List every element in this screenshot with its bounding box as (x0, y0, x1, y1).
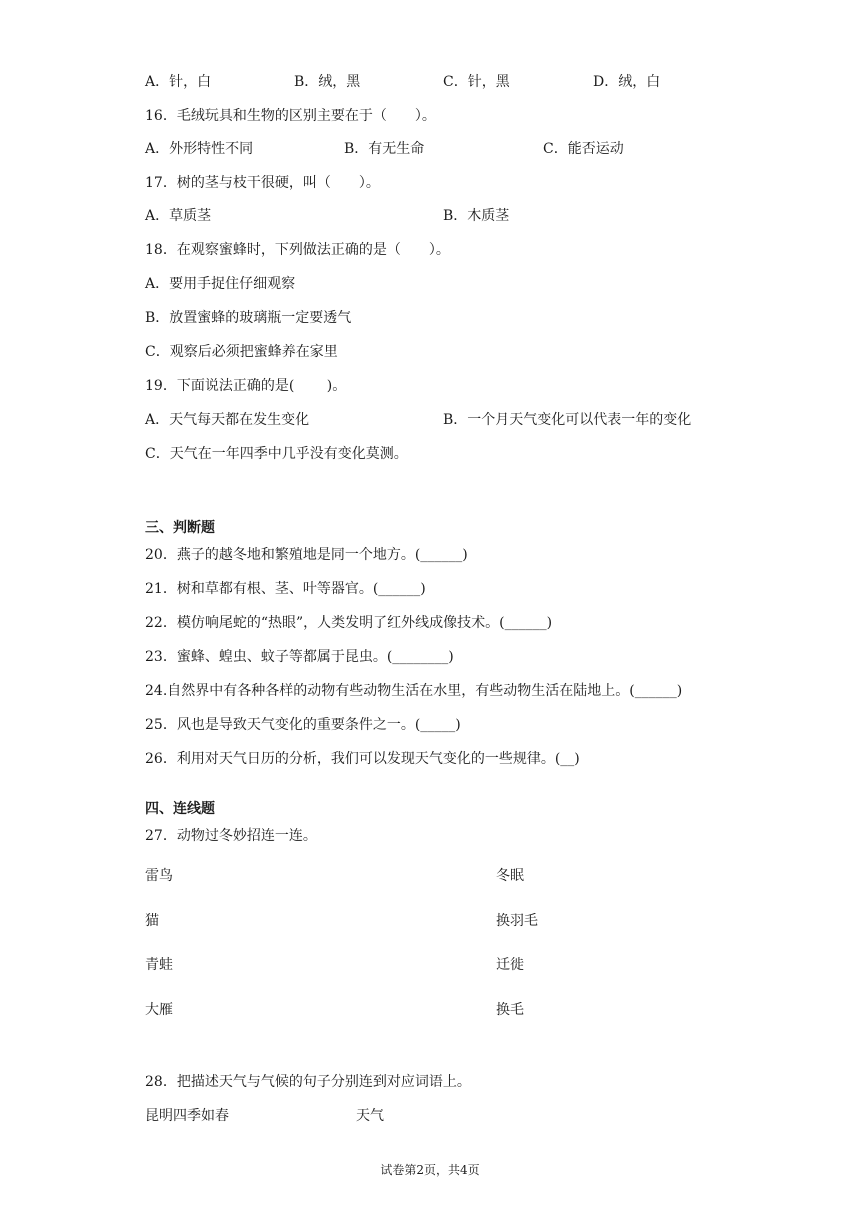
q20: 20．燕子的越冬地和繁殖地是同一个地方。(______) (145, 547, 468, 563)
q15-option-a: A．针，白 (145, 74, 212, 90)
q27-right-item: 迁徙 (496, 957, 524, 973)
q28-right-item: 天气 (356, 1108, 384, 1124)
q16-option-b: B．有无生命 (344, 141, 425, 157)
q27-left-item: 雷鸟 (145, 868, 173, 884)
q21: 21．树和草都有根、茎、叶等器官。(______) (145, 581, 426, 597)
q27-right-item: 换毛 (496, 1002, 524, 1018)
q28-left-item: 昆明四季如春 (145, 1108, 229, 1124)
q27-left-item: 猫 (145, 913, 159, 929)
page-footer: 试卷第2页，共4页 (380, 1163, 480, 1177)
q25: 25．风也是导致天气变化的重要条件之一。(_____) (145, 717, 461, 733)
q27-right-item: 换羽毛 (496, 913, 538, 929)
q28-stem: 28．把描述天气与气候的句子分别连到对应词语上。 (145, 1074, 471, 1090)
q18-option-c: C．观察后必须把蜜蜂养在家里 (145, 344, 338, 360)
q24: 24.自然界中有各种各样的动物有些动物生活在水里，有些动物生活在陆地上。(______) (145, 683, 683, 699)
q17-option-b: B．木质茎 (443, 208, 510, 224)
q19-stem: 19．下面说法正确的是( )。 (145, 378, 347, 394)
q17-stem: 17．树的茎与枝干很硬，叫（ ）。 (145, 175, 380, 191)
section-title-matching: 四、连线题 (145, 801, 215, 817)
q19-option-a: A．天气每天都在发生变化 (145, 412, 310, 428)
q15-option-c: C．针，黑 (443, 74, 510, 90)
q26: 26．利用对天气日历的分析，我们可以发现天气变化的一些规律。(__) (145, 751, 580, 767)
q17-option-a: A．草质茎 (145, 208, 212, 224)
q27-left-item: 青蛙 (145, 957, 173, 973)
q23: 23．蜜蜂、蝗虫、蚊子等都属于昆虫。(________) (145, 649, 454, 665)
q19-option-b: B．一个月天气变化可以代表一年的变化 (443, 412, 692, 428)
q19-option-c: C．天气在一年四季中几乎没有变化莫测。 (145, 446, 408, 462)
q27-right-item: 冬眠 (496, 868, 524, 884)
q16-stem: 16．毛绒玩具和生物的区别主要在于（ ）。 (145, 108, 436, 124)
q16-option-a: A．外形特性不同 (145, 141, 254, 157)
q16-option-c: C．能否运动 (543, 141, 624, 157)
q15-option-d: D．绒，白 (593, 74, 661, 90)
q18-stem: 18．在观察蜜蜂时，下列做法正确的是（ ）。 (145, 242, 450, 258)
q15-option-b: B．绒，黑 (294, 74, 361, 90)
q27-left-item: 大雁 (145, 1002, 173, 1018)
q18-option-b: B．放置蜜蜂的玻璃瓶一定要透气 (145, 310, 352, 326)
q27-stem: 27．动物过冬妙招连一连。 (145, 828, 317, 844)
q18-option-a: A．要用手捉住仔细观察 (145, 276, 296, 292)
section-title-judgment: 三、判断题 (145, 520, 215, 536)
q22: 22．模仿响尾蛇的“热眼”，人类发明了红外线成像技术。(______) (145, 615, 553, 631)
